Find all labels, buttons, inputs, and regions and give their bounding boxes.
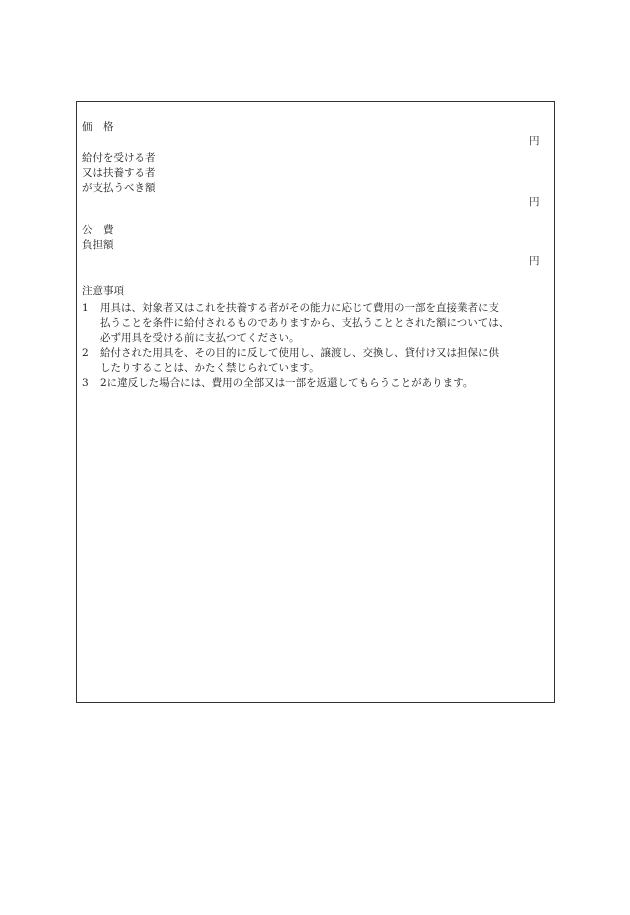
copay-label-line-3: が支払うべき額 bbox=[82, 182, 156, 194]
note-line: 払うことを条件に給付されるものでありますから、支払うこととされた額については、 bbox=[100, 317, 510, 329]
note-line: 必ず用具を受ける前に支払つてください。 bbox=[100, 332, 300, 344]
copay-label-line-2: 又は扶養する者 bbox=[82, 167, 156, 179]
notes-section bbox=[82, 284, 550, 391]
note-body bbox=[100, 301, 550, 346]
note-body bbox=[100, 346, 550, 376]
note-item-3 bbox=[82, 376, 550, 391]
price-label: 価 格 bbox=[82, 121, 114, 133]
note-body bbox=[100, 376, 550, 391]
public-cost-label-line-1: 公 費 bbox=[82, 224, 114, 236]
note-number: 3 bbox=[82, 377, 89, 389]
note-number: 1 bbox=[82, 302, 89, 314]
public-cost-label-line-2: 負担額 bbox=[82, 239, 114, 251]
public-cost-unit: 円 bbox=[529, 255, 540, 267]
form-frame bbox=[76, 101, 555, 703]
notes-title: 注意事項 bbox=[82, 285, 124, 297]
copay-unit: 円 bbox=[529, 196, 540, 208]
note-item-2 bbox=[82, 346, 550, 376]
copay-label-line-1: 給付を受ける者 bbox=[82, 152, 156, 164]
note-item-1 bbox=[82, 301, 550, 346]
price-unit: 円 bbox=[529, 135, 540, 147]
note-line: 給付された用具を、その目的に反して使用し、譲渡し、交換し、貸付け又は担保に供 bbox=[100, 347, 499, 359]
note-number: 2 bbox=[82, 347, 89, 359]
note-line: 用具は、対象者又はこれを扶養する者がその能力に応じて費用の一部を直接業者に支 bbox=[100, 302, 499, 314]
note-line: 2に違反した場合には、費用の全部又は一部を返還してもらうことがあります。 bbox=[100, 377, 474, 389]
note-line: したりすることは、かたく禁じられています。 bbox=[100, 362, 320, 374]
